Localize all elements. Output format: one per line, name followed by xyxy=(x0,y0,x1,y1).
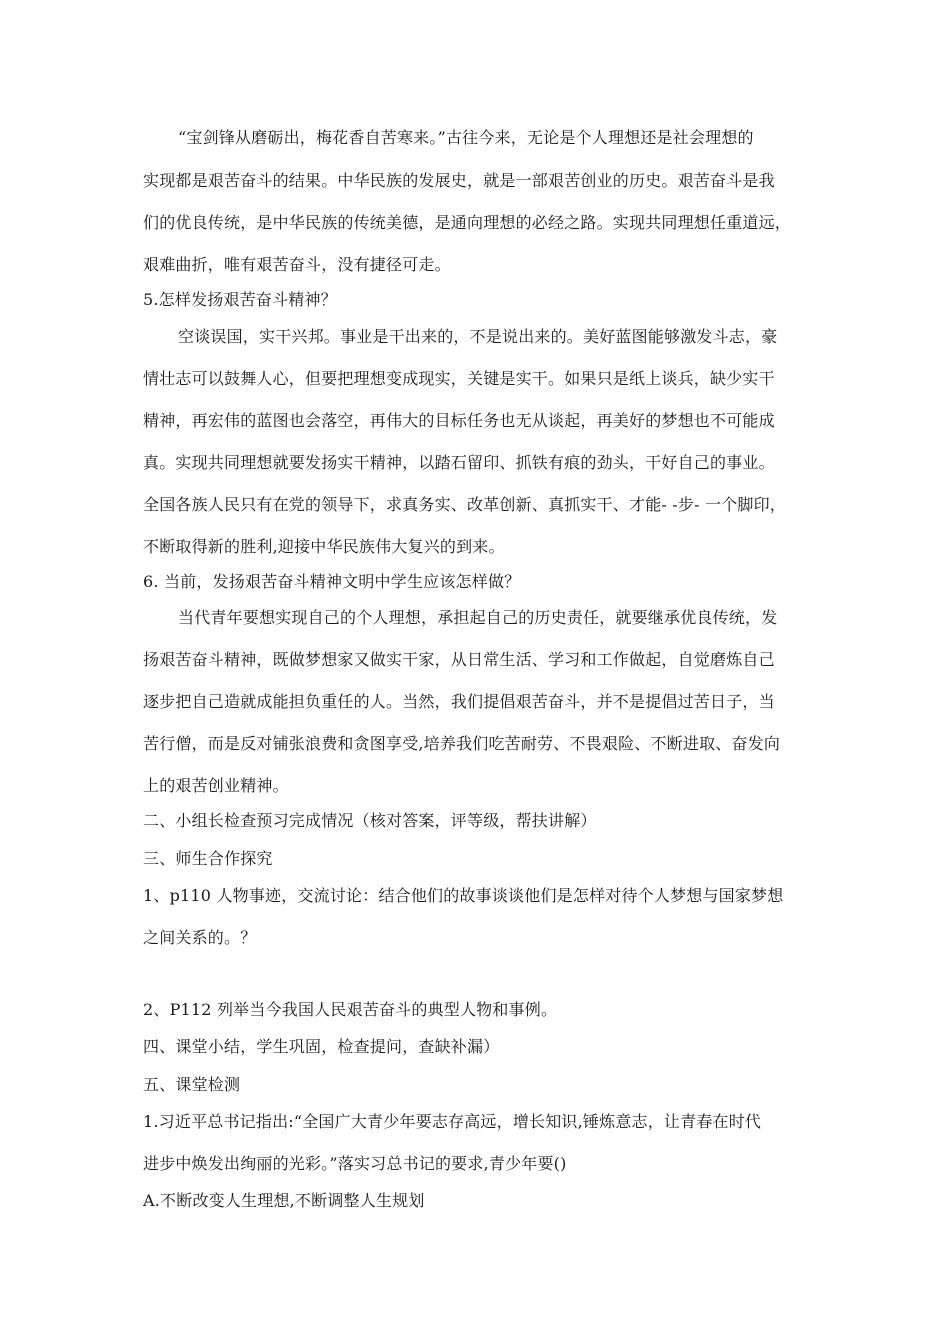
paragraph-line: 上的艰苦创业精神。 xyxy=(143,776,289,795)
paragraph-line: 实现都是艰苦奋斗的结果。中华民族的发展史，就是一部艰苦创业的历史。艰苦奋斗是我 xyxy=(143,171,775,190)
section-heading: 三、师生合作探究 xyxy=(143,849,273,868)
paragraph-line: 真。实现共同理想就要发扬实干精神，以踏石留印、抓铁有痕的劲头，干好自己的事业。 xyxy=(143,453,775,472)
quiz-question: 进步中焕发出绚丽的光彩。”落实习总书记的要求,青少年要() xyxy=(143,1154,567,1173)
paragraph-line: 扬艰苦奋斗精神，既做梦想家又做实干家，从日常生活、学习和工作做起，自觉磨炼自己 xyxy=(143,650,775,669)
paragraph-line: 艰难曲折，唯有艰苦奋斗，没有捷径可走。 xyxy=(143,255,451,274)
quiz-question: 1.习近平总书记指出:“全国广大青少年要志存高远，增长知识,锤炼意志，让青春在时代 xyxy=(143,1112,762,1131)
paragraph-line: 精神，再宏伟的蓝图也会落空，再伟大的目标任务也无从谈起，再美好的梦想也不可能成 xyxy=(143,411,775,430)
activity-item: 之间关系的。？ xyxy=(143,928,257,947)
activity-item: 2、P112 列举当今我国人民艰苦奋斗的典型人物和事例。 xyxy=(143,1000,558,1019)
paragraph-line: 空谈误国，实干兴邦。事业是干出来的，不是说出来的。美好蓝图能够激发斗志，豪 xyxy=(178,327,778,346)
paragraph-line: 情壮志可以鼓舞人心，但要把理想变成现实，关键是实干。如果只是纸上谈兵，缺少实干 xyxy=(143,369,775,388)
question-heading: 6. 当前，发扬艰苦奋斗精神文明中学生应该怎样做？ xyxy=(143,572,521,591)
paragraph-line: 苦行僧，而是反对铺张浪费和贪图享受,培养我们吃苦耐劳、不畏艰险、不断进取、奋发向 xyxy=(143,734,781,753)
section-heading: 四、课堂小结，学生巩固，检查提问，查缺补漏） xyxy=(143,1037,500,1056)
paragraph-line: 不断取得新的胜利,迎接中华民族伟大复兴的到来。 xyxy=(143,537,505,556)
question-heading: 5.怎样发扬艰苦奋斗精神？ xyxy=(143,290,337,309)
paragraph-line: 当代青年要想实现自己的个人理想，承担起自己的历史责任，就要继承优良传统，发 xyxy=(178,608,778,627)
paragraph-line: 们的优良传统，是中华民族的传统美德，是通向理想的必经之路。实现共同理想任重道远， xyxy=(143,213,792,232)
activity-item: 1、p110 人物事迹，交流讨论：结合他们的故事谈谈他们是怎样对待个人梦想与国家梦想 xyxy=(143,886,784,905)
paragraph-line: “宝剑锋从磨砺出，梅花香自苦寒来。”古往今来，无论是个人理想还是社会理想的 xyxy=(178,128,754,147)
paragraph-line: 全国各族人民只有在党的领导下，求真务实、改革创新、真抓实干、才能- -步- 一个脚印， xyxy=(143,495,786,514)
section-heading: 五、课堂检测 xyxy=(143,1075,241,1094)
section-heading: 二、小组长检查预习完成情况（核对答案，评等级，帮扶讲解） xyxy=(143,811,597,830)
quiz-option: A.不断改变人生理想,不断调整人生规划 xyxy=(143,1191,425,1210)
paragraph-line: 逐步把自己造就成能担负重任的人。当然，我们提倡艰苦奋斗，并不是提倡过苦日子，当 xyxy=(143,692,775,711)
